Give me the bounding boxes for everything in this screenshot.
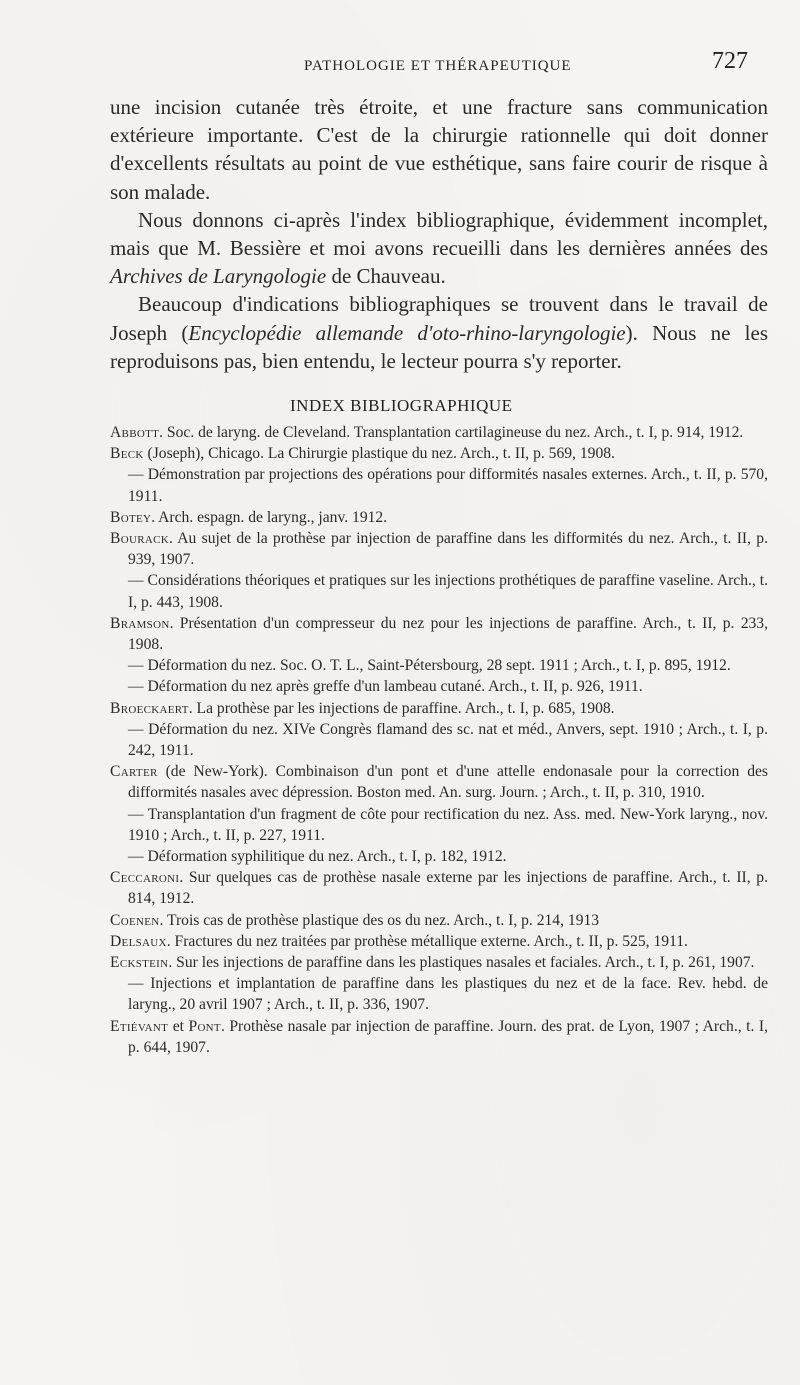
biblio-entry [110, 952, 768, 973]
biblio-entry [110, 1016, 768, 1058]
entry-text: — Déformation du nez après greffe d'un lambeau cutané. Arch., t. II, p. 926, 1911. [128, 678, 643, 696]
entry-author: Eckstein [110, 954, 169, 972]
entry-author: Broeckaert [110, 699, 189, 717]
biblio-entry [110, 613, 768, 655]
entry-text: . Trois cas de prothèse plastique des os du nez. Arch., t. I, p. 214, 1913 [159, 911, 600, 929]
entry-author: Ceccaroni [110, 869, 180, 887]
bibliography-list [110, 422, 768, 1058]
entry-text: . La prothèse par les injections de paraffine. Arch., t. I, p. 685, 1908. [188, 699, 615, 717]
biblio-entry [110, 422, 768, 443]
paragraph-3-text-a: Beaucoup d'indications bibliographiques se trouvent dans le travail de Joseph ( [110, 292, 768, 345]
biblio-entry [110, 570, 768, 612]
entry-text: . Arch. espagn. de laryng., janv. 1912. [151, 508, 388, 526]
biblio-entry [110, 443, 768, 464]
entry-text: — Déformation du nez. Soc. O. T. L., Saint-Pétersbourg, 28 sept. 1911 ; Arch., t. I, p. 895, 1912. [128, 657, 731, 675]
entry-author: Beck [110, 445, 144, 463]
entry-text: . Prothèse nasale par injection de paraffine. Journ. des prat. de Lyon, 1907 ; Arch., t. I, p. 644, 1907. [128, 1017, 768, 1056]
entry-text: — Déformation du nez. XIVe Congrès flamand des sc. nat et méd., Anvers, sept. 1910 ; Arch., t. I, p. 242, 1911. [128, 720, 768, 760]
biblio-entry [110, 528, 768, 570]
entry-author: Etiévant [110, 1017, 169, 1035]
biblio-entry [110, 655, 768, 676]
biblio-entry [110, 507, 768, 528]
biblio-entry [110, 931, 768, 952]
entry-text: (Joseph), Chicago. La Chirurgie plastique du nez. Arch., t. II, p. 569, 1908. [143, 445, 615, 463]
biblio-entry [110, 846, 768, 867]
entry-text: — Déformation syphilitique du nez. Arch., t. I, p. 182, 1912. [128, 848, 507, 866]
biblio-entry [110, 698, 768, 719]
paragraph-2-text-b: de Chauveau. [326, 264, 446, 289]
entry-text: . Au sujet de la prothèse par injection de paraffine dans les difformités du nez. Arch., t. II, p. 939, 1907. [128, 530, 768, 569]
journal-title-archives: Archives de Laryngologie [110, 264, 327, 289]
encyclopedia-title: Encyclopédie allemande d'oto-rhino-laryngologie [188, 320, 626, 345]
body-text [110, 93, 768, 375]
entry-author: Bourack [110, 530, 169, 548]
paragraph-3 [110, 290, 768, 375]
entry-text: — Considérations théoriques et pratiques sur les injections prothétiques de paraffine vaseline. Arch., t. I, p. 443, 1908. [128, 572, 768, 611]
paragraph-3-text-b: ). Nous ne les reproduisons pas, bien entendu, le lecteur pourra s'y reporter. [110, 320, 768, 373]
entry-text: . Sur quelques cas de prothèse nasale externe par les injections de paraffine. Arch., t. II, p. 814, 1912. [128, 869, 768, 908]
paragraph-2-text-a: Nous donnons ci-après l'index bibliographique, évidemment incomplet, mais que M. Bessière et moi avons recueilli dans les dernières années des [110, 207, 768, 261]
entry-text: — Transplantation d'un fragment de côte pour rectification du nez. Ass. med. New-York laryng., nov. 1910 ; Arch., t. II, p. 227, 1911. [128, 805, 768, 844]
entry-text: . Présentation d'un compresseur du nez pour les injections de paraffine. Arch., t. II, p. 233, 1908. [128, 614, 768, 654]
entry-text: — Injections et implantation de paraffine dans les plastiques du nez et de la face. Rev. hebd. de laryng., 20 avril 1907 ; Arch., t. II, p. 336, 1907. [128, 975, 768, 1014]
running-title: PATHOLOGIE ET THÉRAPEUTIQUE [304, 58, 572, 74]
biblio-entry [110, 910, 768, 931]
entry-text: . Sur les injections de paraffine dans les plastiques nasales et faciales. Arch., t. I, p. 261, 1907. [168, 954, 755, 972]
biblio-entry [110, 804, 768, 846]
entry-text: — Démonstration par projections des opérations pour difformités nasales externes. Arch., t. II, p. 570, 1911. [128, 466, 768, 505]
biblio-entry [110, 973, 768, 1015]
biblio-entry [110, 761, 768, 803]
entry-author: Pont [188, 1017, 221, 1035]
entry-author: Carter [110, 763, 158, 781]
paragraph-2 [110, 206, 768, 291]
index-title: INDEX BIBLIOGRAPHIQUE [290, 396, 513, 415]
entry-text: et [168, 1017, 189, 1035]
entry-author: Coenen [110, 911, 160, 929]
biblio-entry [110, 676, 768, 697]
entry-author: Bramson [110, 614, 170, 632]
biblio-entry [110, 719, 768, 761]
entry-text: (de New-York). Combinaison d'un pont et d'une attelle endonasale pour la correction des difformités nasales avec dépression. Boston med. An. surg. Journ. ; Arch., t. II, p. 310, 1910. [128, 763, 768, 802]
entry-author: Abbott [110, 424, 160, 441]
entry-author: Delsaux [110, 932, 167, 950]
entry-text: . Soc. de laryng. de Cleveland. Transplantation cartilagineuse du nez. Arch., t. I, p. 914, 1912. [159, 424, 744, 441]
paragraph-1: une incision cutanée très étroite, et une fracture sans communication extérieure importante. C'est de la chirurgie rationnelle qui doit donner d'excellents résultats au point de vue esthétique, sans faire courir de risque à son malade. [110, 95, 768, 204]
entry-text: . Fractures du nez traitées par prothèse métallique externe. Arch., t. II, p. 525, 1911. [166, 932, 688, 950]
biblio-entry [110, 464, 768, 506]
page-number: 727 [712, 48, 748, 74]
entry-author: Botey [110, 508, 152, 526]
biblio-entry [110, 867, 768, 909]
